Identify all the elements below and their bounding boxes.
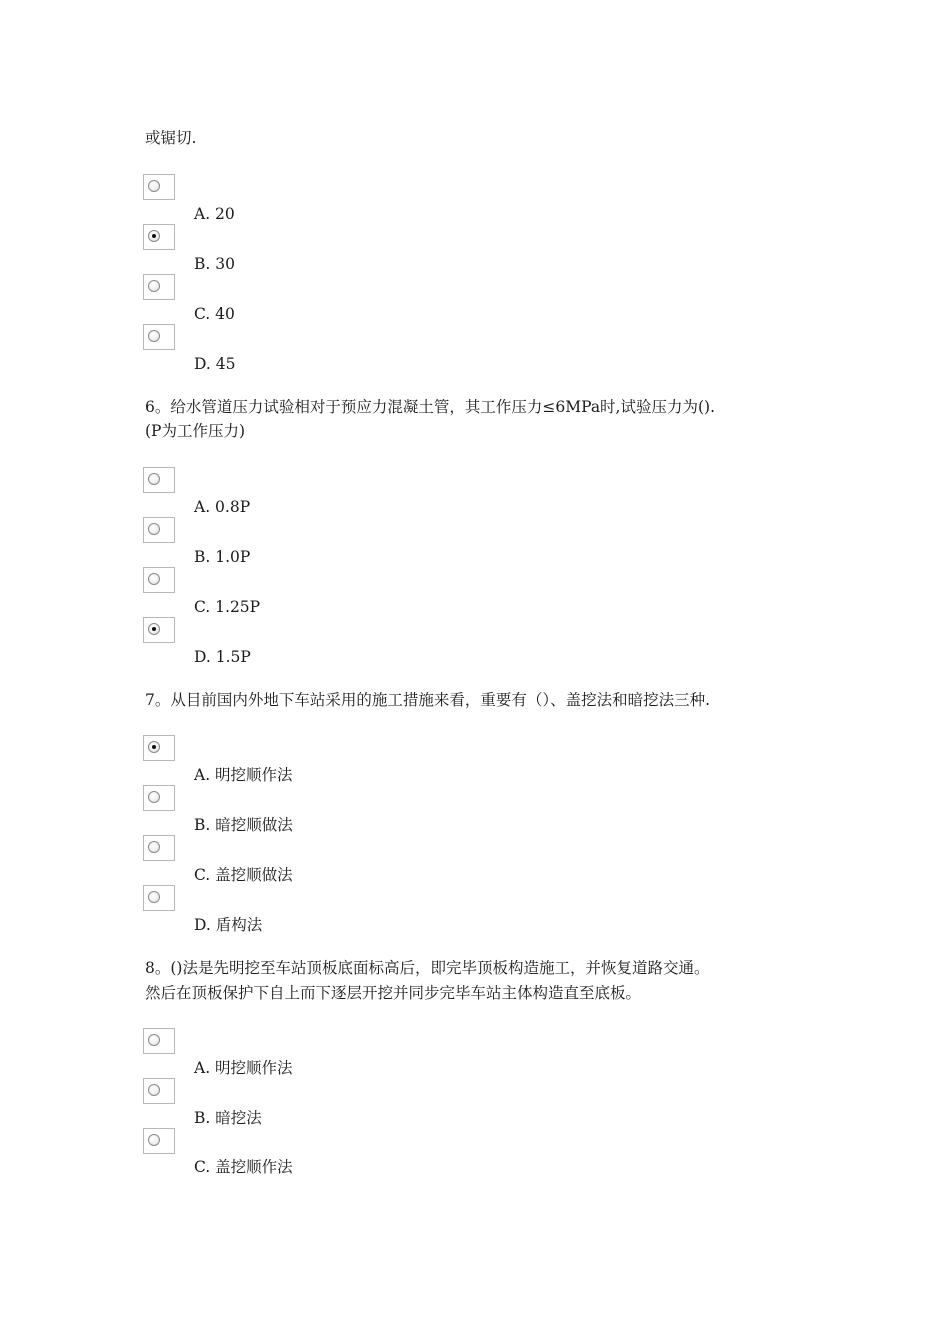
q5-option-a-label: A. 20	[194, 205, 235, 223]
q6-radio-b[interactable]	[143, 517, 175, 543]
radio-icon	[148, 473, 160, 485]
q5-radio-c[interactable]	[143, 274, 175, 300]
q6-radio-d[interactable]	[143, 617, 175, 643]
q8-text-line2: 然后在顶板保护下自上而下逐层开挖并同步完毕车站主体构造直至底板。	[145, 984, 642, 1002]
q6-radio-c[interactable]	[143, 567, 175, 593]
q7-option-a-label: A. 明挖顺作法	[194, 766, 293, 784]
q7-option-b-label: B. 暗挖顺做法	[194, 816, 293, 834]
q8-radio-b[interactable]	[143, 1078, 175, 1104]
radio-icon	[148, 1134, 160, 1146]
q7-text-line1: 7。从目前国内外地下车站采用的施工措施来看，重要有（）、盖挖法和暗挖法三种.	[145, 691, 711, 709]
q6-radio-a[interactable]	[143, 467, 175, 493]
q8-option-b-label: B. 暗挖法	[194, 1109, 262, 1127]
q5-radio-b[interactable]	[143, 224, 175, 250]
q8-text-line1: 8。()法是先明挖至车站顶板底面标高后，即完毕顶板构造施工，并恢复道路交通。	[145, 959, 710, 977]
q5-radio-a[interactable]	[143, 174, 175, 200]
radio-icon	[148, 1084, 160, 1096]
q8-option-a-label: A. 明挖顺作法	[194, 1059, 293, 1077]
radio-icon	[148, 523, 160, 535]
radio-icon	[148, 891, 160, 903]
radio-icon	[148, 330, 160, 342]
radio-selected-dot	[152, 745, 156, 749]
q5-radio-d[interactable]	[143, 324, 175, 350]
radio-icon	[148, 230, 160, 242]
q6-option-a-label: A. 0.8P	[194, 498, 251, 516]
q7-radio-a[interactable]	[143, 735, 175, 761]
radio-selected-dot	[152, 627, 156, 631]
q7-radio-d[interactable]	[143, 885, 175, 911]
q6-text-line1: 6。给水管道压力试验相对于预应力混凝土管，其工作压力≤6MPa时,试验压力为().	[145, 398, 716, 416]
q8-radio-c[interactable]	[143, 1128, 175, 1154]
q7-radio-b[interactable]	[143, 785, 175, 811]
radio-icon	[148, 841, 160, 853]
radio-icon	[148, 280, 160, 292]
q7-radio-c[interactable]	[143, 835, 175, 861]
radio-icon	[148, 1034, 160, 1046]
q8-radio-a[interactable]	[143, 1028, 175, 1054]
q6-text-line2: (P为工作压力)	[145, 422, 246, 440]
q8-option-c-label: C. 盖挖顺作法	[194, 1158, 293, 1176]
q6-option-d-label: D. 1.5P	[194, 648, 251, 666]
q5-option-d-label: D. 45	[194, 355, 236, 373]
radio-selected-dot	[152, 234, 156, 238]
radio-icon	[148, 741, 160, 753]
q6-option-c-label: C. 1.25P	[194, 598, 261, 616]
question-text-tail: 或锯切.	[145, 129, 197, 147]
q5-option-b-label: B. 30	[194, 255, 235, 273]
radio-icon	[148, 180, 160, 192]
q6-option-b-label: B. 1.0P	[194, 548, 251, 566]
radio-icon	[148, 573, 160, 585]
radio-icon	[148, 623, 160, 635]
radio-icon	[148, 791, 160, 803]
q7-option-d-label: D. 盾构法	[194, 916, 263, 934]
q7-option-c-label: C. 盖挖顺做法	[194, 866, 293, 884]
q5-option-c-label: C. 40	[194, 305, 235, 323]
